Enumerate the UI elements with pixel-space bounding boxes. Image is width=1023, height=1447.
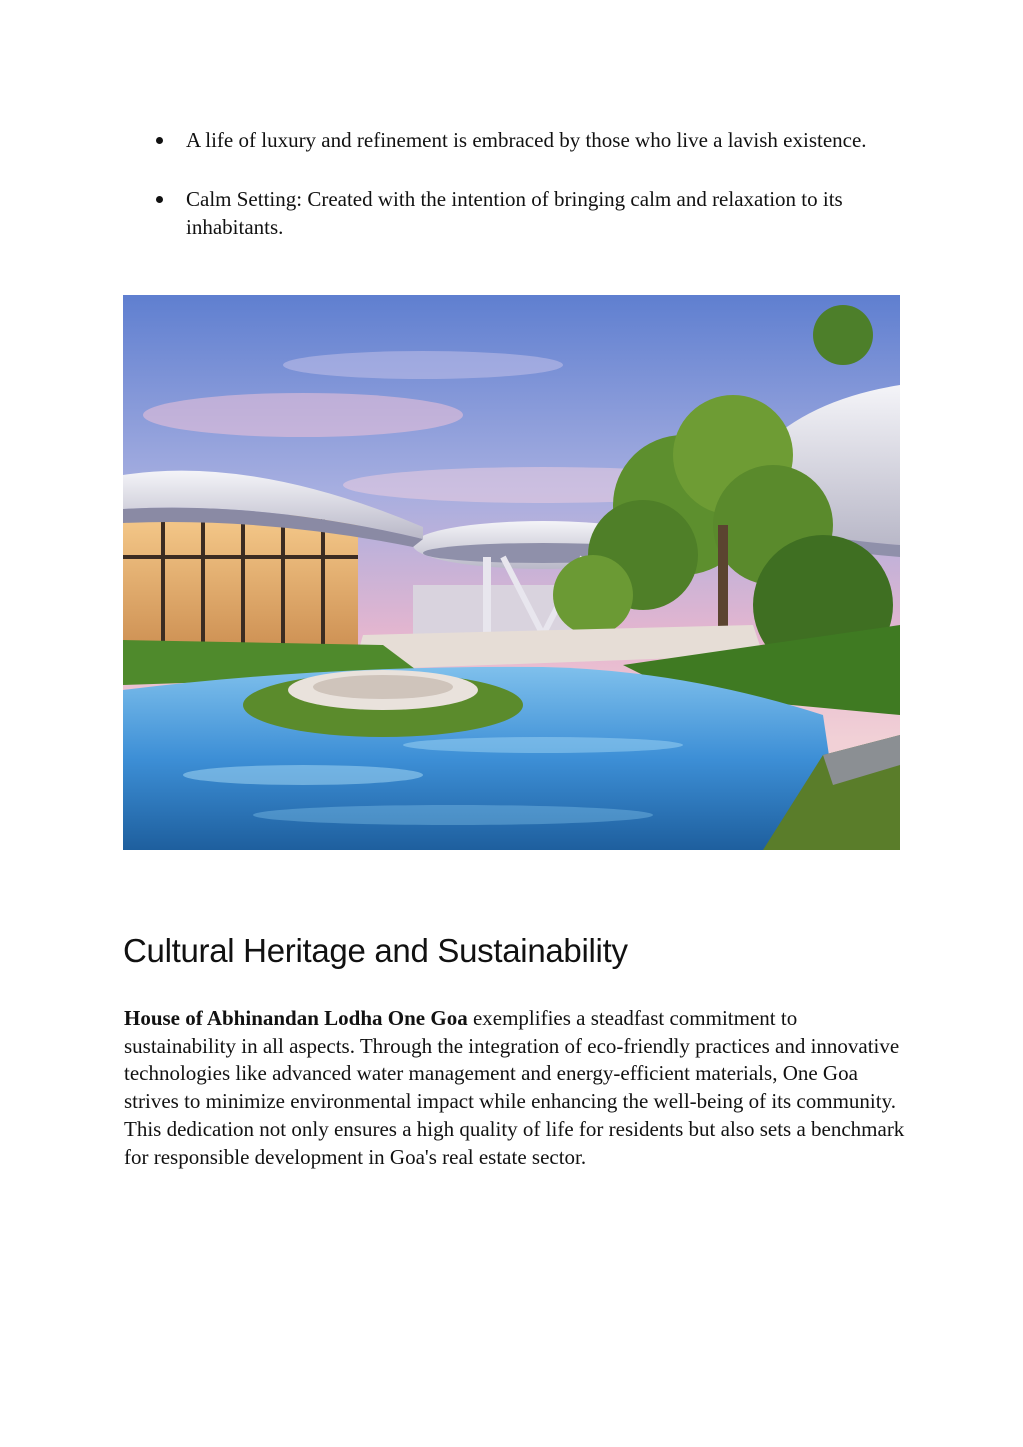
project-name-bold: House of Abhinandan Lodha One Goa (124, 1006, 468, 1030)
bullet-list (124, 126, 904, 272)
resort-illustration (123, 295, 900, 850)
section-heading: Cultural Heritage and Sustainability (123, 932, 628, 969)
body-paragraph (124, 1005, 914, 1171)
bullet-dot-icon (156, 196, 163, 203)
body-text: exemplifies a steadfast commitment to sustainability in all aspects. Through the integration of eco-friendly practices and innovative technologies like advanced water management and energy-efficient materials, One Goa strives to minimize environmental impact while enhancing the well-being of its community. This dedication not only ensures a high quality of life for residents but also sets a benchmark for responsible development in Goa's real estate sector. (124, 1006, 905, 1169)
resort-pool-image (123, 295, 900, 850)
bullet-item (124, 126, 904, 154)
bullet-item (124, 185, 904, 241)
bullet-text: A life of luxury and refinement is embraced by those who live a lavish existence. (186, 128, 867, 152)
bullet-text: Calm Setting: Created with the intention of bringing calm and relaxation to its inhabitants. (186, 187, 843, 239)
bullet-dot-icon (156, 137, 163, 144)
